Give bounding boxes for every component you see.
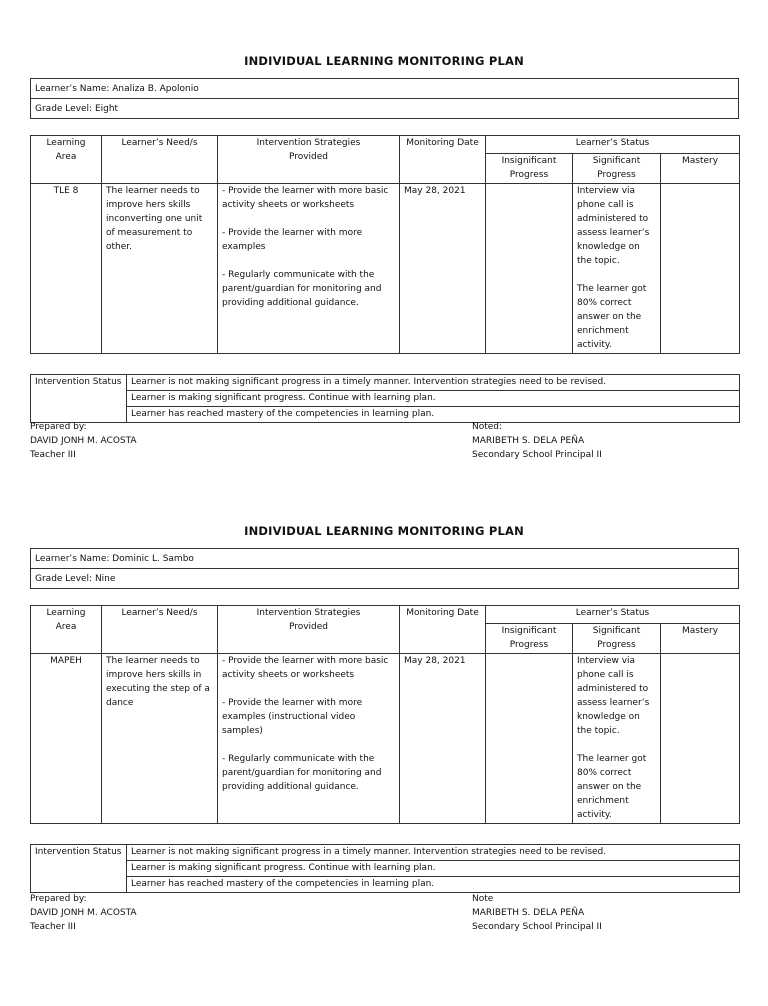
header-strategies: Intervention Strategies Provided <box>218 136 400 184</box>
header-learning-area: Learning Area <box>31 606 102 654</box>
significant-note: Interview via phone call is administered to assess learner’s knowledge on the topic. <box>577 186 650 266</box>
prepared-by-name: DAVID JONH M. ACOSTA <box>30 436 137 446</box>
header-insignificant: Insignificant Progress <box>486 154 573 184</box>
prepared-by-title: Teacher III <box>30 450 76 460</box>
cell-significant <box>573 654 661 824</box>
cell-needs: The learner needs to improve hers skills in executing the step of a dance <box>102 654 218 824</box>
status-option: Learner has reached mastery of the competencies in learning plan. <box>127 877 740 893</box>
prepared-by-title: Teacher III <box>30 922 76 932</box>
header-mastery: Mastery <box>661 624 740 654</box>
cell-strategies <box>218 184 400 354</box>
cell-strategies <box>218 654 400 824</box>
header-significant: Significant Progress <box>573 624 661 654</box>
cell-mastery <box>661 184 740 354</box>
cell-monitoring-date: May 28, 2021 <box>400 184 486 354</box>
strategy-item: - Provide the learner with more basic activity sheets or worksheets <box>222 186 389 210</box>
strategy-item: - Provide the learner with more examples <box>222 228 363 252</box>
header-insignificant: Insignificant Progress <box>486 624 573 654</box>
noted-name: MARIBETH S. DELA PEÑA <box>472 908 585 918</box>
status-option: Learner is making significant progress. Continue with learning plan. <box>127 861 740 877</box>
strategy-item: - Regularly communicate with the parent/guardian for monitoring and providing additional guidance. <box>222 754 382 792</box>
noted-title: Secondary School Principal II <box>472 450 602 460</box>
header-needs: Learner’s Need/s <box>102 136 218 184</box>
plan-table <box>30 605 740 824</box>
intervention-status-table <box>30 374 740 423</box>
header-learner-status: Learner’s Status <box>486 136 740 154</box>
significant-note: The learner got 80% correct answer on the enrichment activity. <box>577 284 647 350</box>
noted-title: Secondary School Principal II <box>472 922 602 932</box>
status-option: Learner is not making significant progress in a timely manner. Intervention strategies need to be revised. <box>127 375 740 391</box>
plan-table <box>30 135 740 354</box>
noted-by-block <box>472 420 602 462</box>
noted-by-block <box>472 892 602 934</box>
cell-insignificant <box>486 654 573 824</box>
header-learning-area: Learning Area <box>31 136 102 184</box>
status-option: Learner is not making significant progress in a timely manner. Intervention strategies need to be revised. <box>127 845 740 861</box>
learner-info-table <box>30 78 739 119</box>
header-mastery: Mastery <box>661 154 740 184</box>
intervention-status-table <box>30 844 740 893</box>
noted-label: Noted: <box>472 422 503 432</box>
status-option: Learner has reached mastery of the competencies in learning plan. <box>127 407 740 423</box>
significant-note: Interview via phone call is administered to assess learner’s knowledge on the topic. <box>577 656 650 736</box>
learner-name: Learner’s Name: Dominic L. Sambo <box>31 549 739 569</box>
significant-note: The learner got 80% correct answer on the enrichment activity. <box>577 754 647 820</box>
header-needs: Learner’s Need/s <box>102 606 218 654</box>
intervention-status-label: Intervention Status <box>31 845 127 893</box>
noted-name: MARIBETH S. DELA PEÑA <box>472 436 585 446</box>
strategy-item: - Provide the learner with more examples (instructional video samples) <box>222 698 363 736</box>
cell-insignificant <box>486 184 573 354</box>
plan-title: INDIVIDUAL LEARNING MONITORING PLAN <box>244 54 524 68</box>
strategy-item: - Provide the learner with more basic activity sheets or worksheets <box>222 656 389 680</box>
prepared-by-block <box>30 420 137 462</box>
cell-learning-area: TLE 8 <box>31 184 102 354</box>
cell-learning-area: MAPEH <box>31 654 102 824</box>
header-monitoring-date: Monitoring Date <box>400 606 486 654</box>
header-learner-status: Learner’s Status <box>486 606 740 624</box>
header-strategies: Intervention Strategies Provided <box>218 606 400 654</box>
status-option: Learner is making significant progress. Continue with learning plan. <box>127 391 740 407</box>
prepared-by-block <box>30 892 137 934</box>
cell-needs: The learner needs to improve hers skills inconverting one unit of measurement to other. <box>102 184 218 354</box>
grade-level: Grade Level: Nine <box>31 569 739 589</box>
cell-mastery <box>661 654 740 824</box>
plan-title: INDIVIDUAL LEARNING MONITORING PLAN <box>244 524 524 538</box>
cell-significant <box>573 184 661 354</box>
learner-info-table <box>30 548 739 589</box>
header-significant: Significant Progress <box>573 154 661 184</box>
grade-level: Grade Level: Eight <box>31 99 739 119</box>
intervention-status-label: Intervention Status <box>31 375 127 423</box>
strategy-item: - Regularly communicate with the parent/guardian for monitoring and providing additional guidance. <box>222 270 382 308</box>
noted-label: Note <box>472 894 494 904</box>
header-monitoring-date: Monitoring Date <box>400 136 486 184</box>
cell-monitoring-date: May 28, 2021 <box>400 654 486 824</box>
learner-name: Learner’s Name: Analiza B. Apolonio <box>31 79 739 99</box>
prepared-by-label: Prepared by: <box>30 422 87 432</box>
prepared-by-label: Prepared by: <box>30 894 87 904</box>
prepared-by-name: DAVID JONH M. ACOSTA <box>30 908 137 918</box>
